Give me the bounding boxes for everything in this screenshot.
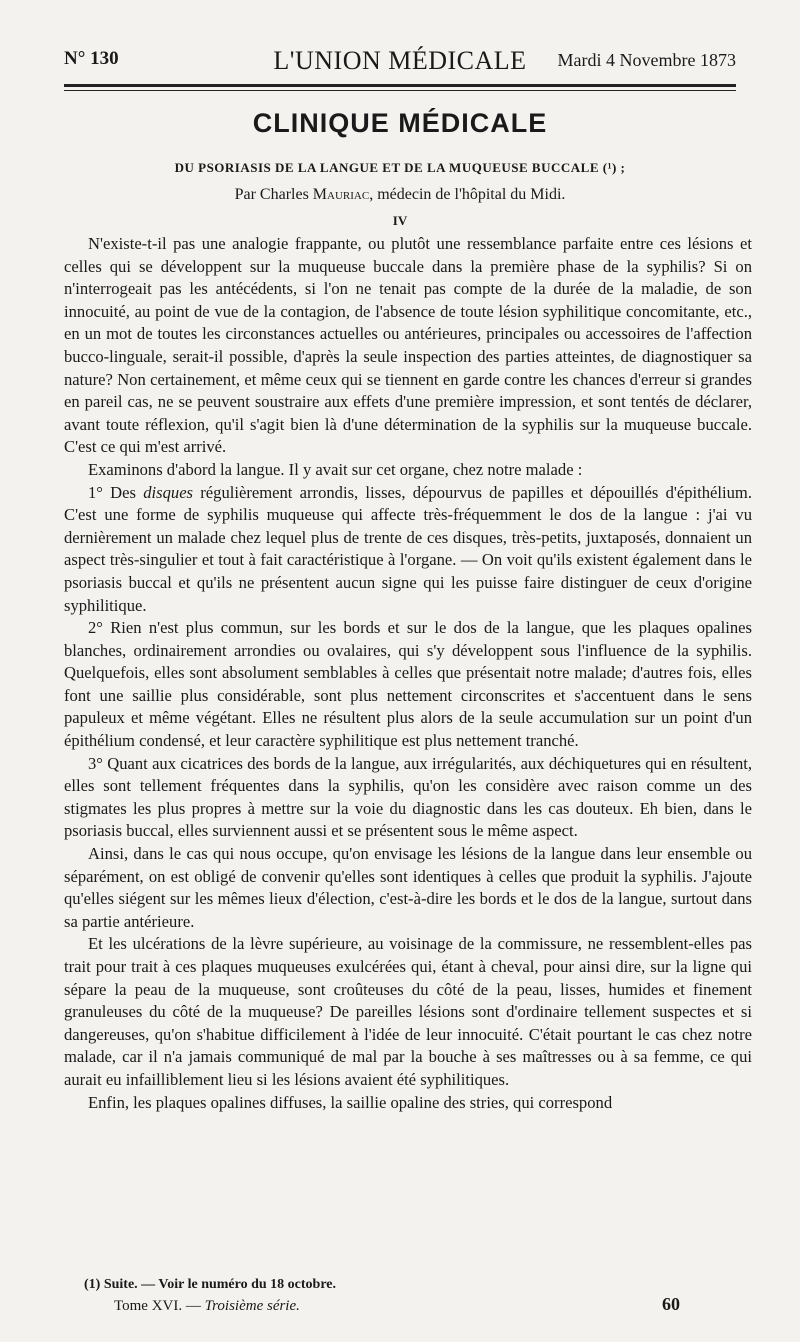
header-rule-thin — [64, 90, 736, 91]
section-title: CLINIQUE MÉDICALE — [252, 108, 548, 138]
paragraph: Examinons d'abord la langue. Il y avait sur cet organe, chez notre malade : — [88, 459, 583, 479]
article-body — [64, 233, 752, 1114]
tome-label: Tome XVI. — — [114, 1298, 205, 1314]
paragraph — [64, 482, 752, 618]
paragraph-number: 1° Des — [88, 482, 144, 502]
paragraph-text: régulièrement arrondis, lisses, dépourvus de papilles et dépouillés d'épithélium. C'est une forme de syphilis muqueuse qui affecte très-fréquemment le dos de la langue : j'ai vu dernièrement un malade chez lequel plus de trente de ces disques, très-petits, juxtaposés, donnaient un aspect très-singulier et tout à fait caractéristique à l'organe. — On voit qu'ils existent également dans le psoriasis buccal et qu'ils ne présentent aucun signe qui les puisse faire distinguer de ceux d'origine syphilitique. — [64, 482, 752, 615]
author-name: Mauriac — [312, 186, 370, 203]
page-folio: 60 — [662, 1294, 680, 1314]
journal-title: L'UNION MÉDICALE — [273, 46, 527, 75]
byline — [64, 186, 736, 204]
article-title: DU PSORIASIS DE LA LANGUE ET DE LA MUQUEUSE BUCCALE (¹) ; — [174, 160, 626, 175]
footnote: (1) Suite. — Voir le numéro du 18 octobre. — [84, 1277, 337, 1292]
paragraph: Ainsi, dans le cas qui nous occupe, qu'on envisage les lésions de la langue dans leur ensemble ou séparément, on est obligé de convenir qu'elles sont identiques à celles que produit la syphilis. J'ajoute qu'elles siégent sur les mêmes lieux d'élection, c'est-à-dire les bords et le dos de la langue, surtout dans sa partie antérieure. — [64, 844, 752, 931]
part-number: IV — [392, 213, 408, 228]
series-label: Troisième série. — [204, 1298, 300, 1314]
emphasis-word: disques — [143, 482, 194, 502]
paragraph: 2° Rien n'est plus commun, sur les bords et sur le dos de la langue, que les plaques opalines blanches, ordinairement arrondies ou ovalaires, qui s'y développent sous l'influence de la syphilis. Quelquefois, elles sont absolument semblables à celles que présentait notre malade; d'autres fois, elles font une saillie plus considérable, sont plus nettement circonscrites et s'accentuent dans le sens papuleux et même végétant. Elles ne résultent plus alors de la seule accumulation sur un point d'un épithélium condensé, et leur caractère syphilitique est plus nettement tranché. — [64, 618, 752, 751]
issue-number: N° 130 — [64, 48, 119, 69]
header-rule-thick — [64, 84, 736, 87]
issue-date: Mardi 4 Novembre 1873 — [557, 50, 736, 70]
byline-suffix: , médecin de l'hôpital du Midi. — [369, 186, 566, 203]
paragraph: N'existe-t-il pas une analogie frappante, ou plutôt une ressemblance parfaite entre ces lésions et celles qui se développent sur la muqueuse buccale dans la première phase de la syphilis? Si on n'interrogeait pas les antécédents, si l'on ne tenait pas compte de la durée de la maladie, de son innocuité, au point de vue de la contagion, de l'absence de toute lésion syphilitique concomitante, etc., en un mot de toutes les circonstances actuelles ou antérieures, principales ou accessoires de l'affection bucco-linguale, serait-il possible, d'après la seule inspection des parties atteintes, de diagnostiquer sa nature? Non certainement, et même ceux qui se tiennent en garde contre les chances d'erreur si grandes en pareil cas, ne se peuvent soustraire aux effets d'une première impression, et sont tentés de déclarer, avant toute réflexion, qu'il s'agit bien là d'une détermination de la syphilis sur la muqueuse buccale. C'est ce qui m'est arrivé. — [64, 234, 752, 457]
paragraph: Enfin, les plaques opalines diffuses, la saillie opaline des stries, qui correspond — [88, 1092, 613, 1112]
paragraph: 3° Quant aux cicatrices des bords de la langue, aux irrégularités, aux déchiquetures qui en résultent, elles sont tellement fréquentes dans la syphilis, qu'on les considère avec raison comme un des stigmates les plus propres à mettre sur la voie du diagnostic dans les cas douteux. Eh bien, dans le psoriasis buccal, elles surviennent aussi et se présentent sous le même aspect. — [64, 753, 752, 841]
paragraph: Et les ulcérations de la lèvre supérieure, au voisinage de la commissure, ne ressemblent-elles pas trait pour trait à ces plaques muqueuses exulcérées qui, étant à cheval, pour ainsi dire, sur la ligne qui sépare la peau de la muqueuse, sont croûteuses du côté de la peau, lisses, humides et finement granuleuses du côté de la muqueuse? De pareilles lésions sont d'ordinaire tellement suspectes et si dangereuses, qu'on s'habitue difficilement à l'idée de leur innocuité. C'était pourtant le cas chez notre malade, car il n'a jamais communiqué de mal par la bouche à ses maîtresses ou à sa femme, ce qui aurait eu infailliblement lieu si les lésions avaient été syphilitiques. — [64, 934, 752, 1089]
byline-prefix: Par Charles — [234, 186, 313, 203]
tome-line — [114, 1298, 300, 1315]
masthead — [64, 44, 736, 84]
